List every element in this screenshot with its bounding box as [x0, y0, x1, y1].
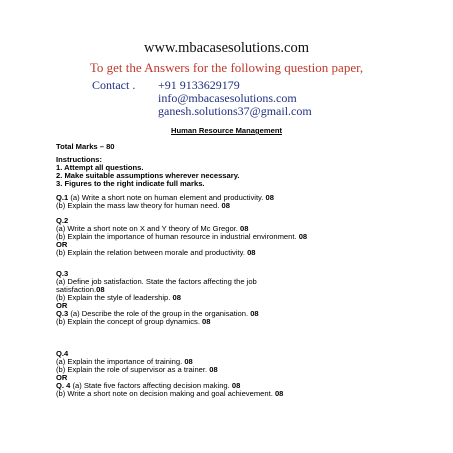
question-3b-alt: (b) Explain the concept of group dynamics. 08	[56, 317, 211, 326]
question-2b-alt: (b) Explain the relation between morale and productivity. 08	[56, 248, 256, 257]
instruction-item: 1. Attempt all questions.	[56, 163, 144, 172]
site-url: www.mbacasesolutions.com	[144, 40, 309, 56]
question-3a-alt: Q.3 (a) Describe the role of the group in the organisation. 08	[56, 309, 259, 318]
question-2-label: Q.2	[56, 216, 69, 225]
contact-email-ganesh: ganesh.solutions37@gmail.com	[158, 104, 312, 118]
question-label: Q.3	[56, 309, 69, 318]
marks: 08	[209, 365, 218, 374]
question-4b-alt: (b) Write a short note on decision making and goal achievement. 08	[56, 389, 284, 398]
marks: 08	[202, 317, 211, 326]
contact-phone: +91 9133629179	[158, 78, 240, 92]
question-3b: (b) Explain the style of leadership. 08	[56, 293, 181, 302]
question-4b: (b) Explain the role of supervisor as a trainer. 08	[56, 365, 218, 374]
question-label: Q.1	[56, 193, 69, 202]
or-separator: OR	[56, 301, 68, 310]
question-2b: (b) Explain the importance of human resource in industrial environment. 08	[56, 232, 308, 241]
question-1a: Q.1 (a) Write a short note on human element and productivity. 08	[56, 193, 274, 202]
question-1b: (b) Explain the mass law theory for human need. 08	[56, 201, 230, 210]
question-4-label: Q.4	[56, 349, 69, 358]
question-2a: (a) Write a short note on X and Y theory of Mc Gregor. 08	[56, 224, 249, 233]
question-3-label: Q.3	[56, 269, 69, 278]
marks: 08	[250, 309, 259, 318]
marks: 08	[221, 201, 230, 210]
marks: 08	[265, 193, 274, 202]
question-label: Q. 4	[56, 381, 71, 390]
marks: 08	[96, 285, 105, 294]
marks: 08	[184, 357, 193, 366]
question-3a-line2: satisfaction.08	[56, 285, 105, 294]
instruction-item: 2. Make suitable assumptions wherever necessary.	[56, 171, 240, 180]
document-title: Human Resource Management	[171, 126, 282, 135]
contact-email-info: info@mbacasesolutions.com	[158, 91, 297, 105]
question-4a-alt: Q. 4 (a) State five factors affecting decision making. 08	[56, 381, 241, 390]
question-4a: (a) Explain the importance of training. 08	[56, 357, 193, 366]
question-3a-line1: (a) Define job satisfaction. State the factors affecting the job	[56, 277, 257, 286]
instructions-heading: Instructions:	[56, 155, 102, 164]
marks: 08	[298, 232, 308, 241]
tagline: To get the Answers for the following question paper,	[89, 60, 364, 75]
instruction-item: 3. Figures to the right indicate full marks.	[56, 179, 205, 188]
marks: 08	[274, 389, 284, 398]
marks: 08	[247, 248, 256, 257]
total-marks: Total Marks – 80	[56, 142, 115, 151]
or-separator: OR	[56, 373, 68, 382]
contact-label: Contact .	[92, 78, 136, 92]
or-separator: OR	[56, 240, 68, 249]
marks: 08	[231, 381, 241, 390]
marks: 08	[172, 293, 181, 302]
marks: 08	[240, 224, 249, 233]
